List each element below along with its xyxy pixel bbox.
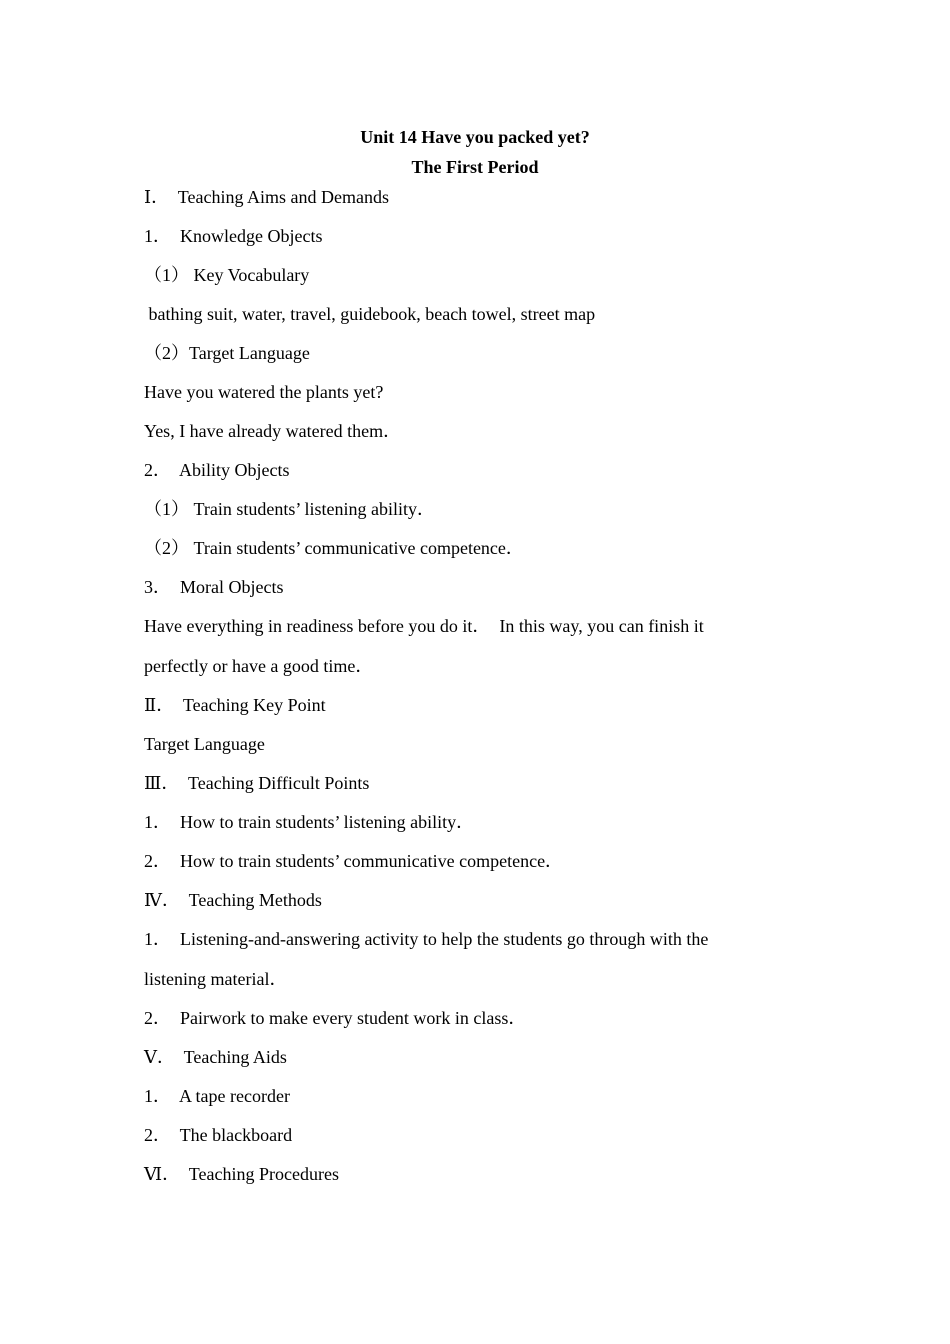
subheading-knowledge-objects: 1． Knowledge Objects xyxy=(144,226,323,246)
item-communicative-competence: （2） Train students’ communicative competence． xyxy=(144,538,524,558)
aid-1: 1． A tape recorder xyxy=(144,1086,290,1106)
subheading-moral-objects: 3． Moral Objects xyxy=(144,577,284,597)
aid-2: 2． The blackboard xyxy=(144,1125,293,1145)
item-key-vocabulary: （1） Key Vocabulary xyxy=(144,265,310,285)
method-1-line-1: 1． Listening-and-answering activity to help the students go through with the xyxy=(144,929,709,949)
example-question: Have you watered the plants yet? xyxy=(144,382,384,402)
vocabulary-list: bathing suit, water, travel, guidebook, beach towel, street map xyxy=(144,304,596,324)
method-1-line-2: listening material． xyxy=(144,969,288,989)
section-heading-difficult-points: Ⅲ． Teaching Difficult Points xyxy=(144,773,370,793)
section-heading-aims: Ⅰ． Teaching Aims and Demands xyxy=(144,187,389,207)
method-2: 2． Pairwork to make every student work in class． xyxy=(144,1008,527,1028)
paragraph-moral-line-2: perfectly or have a good time． xyxy=(144,656,374,676)
section-heading-key-point: Ⅱ． Teaching Key Point xyxy=(144,695,326,715)
key-point-text: Target Language xyxy=(144,734,265,754)
section-heading-aids: Ⅴ． Teaching Aids xyxy=(144,1047,287,1067)
subheading-ability-objects: 2． Ability Objects xyxy=(144,460,290,480)
difficult-point-2: 2． How to train students’ communicative competence． xyxy=(144,851,564,871)
item-target-language: （2）Target Language xyxy=(144,343,310,363)
document-title: Unit 14 Have you packed yet? xyxy=(360,127,590,147)
example-answer: Yes, I have already watered them． xyxy=(144,421,402,441)
document-subtitle: The First Period xyxy=(411,157,539,177)
item-listening-ability: （1） Train students’ listening ability． xyxy=(144,499,435,519)
section-heading-methods: Ⅳ． Teaching Methods xyxy=(144,890,322,910)
paragraph-moral-line-1: Have everything in readiness before you do it． In this way, you can finish it xyxy=(144,616,704,636)
section-heading-procedures: Ⅵ． Teaching Procedures xyxy=(144,1164,339,1184)
difficult-point-1: 1． How to train students’ listening ability． xyxy=(144,812,475,832)
